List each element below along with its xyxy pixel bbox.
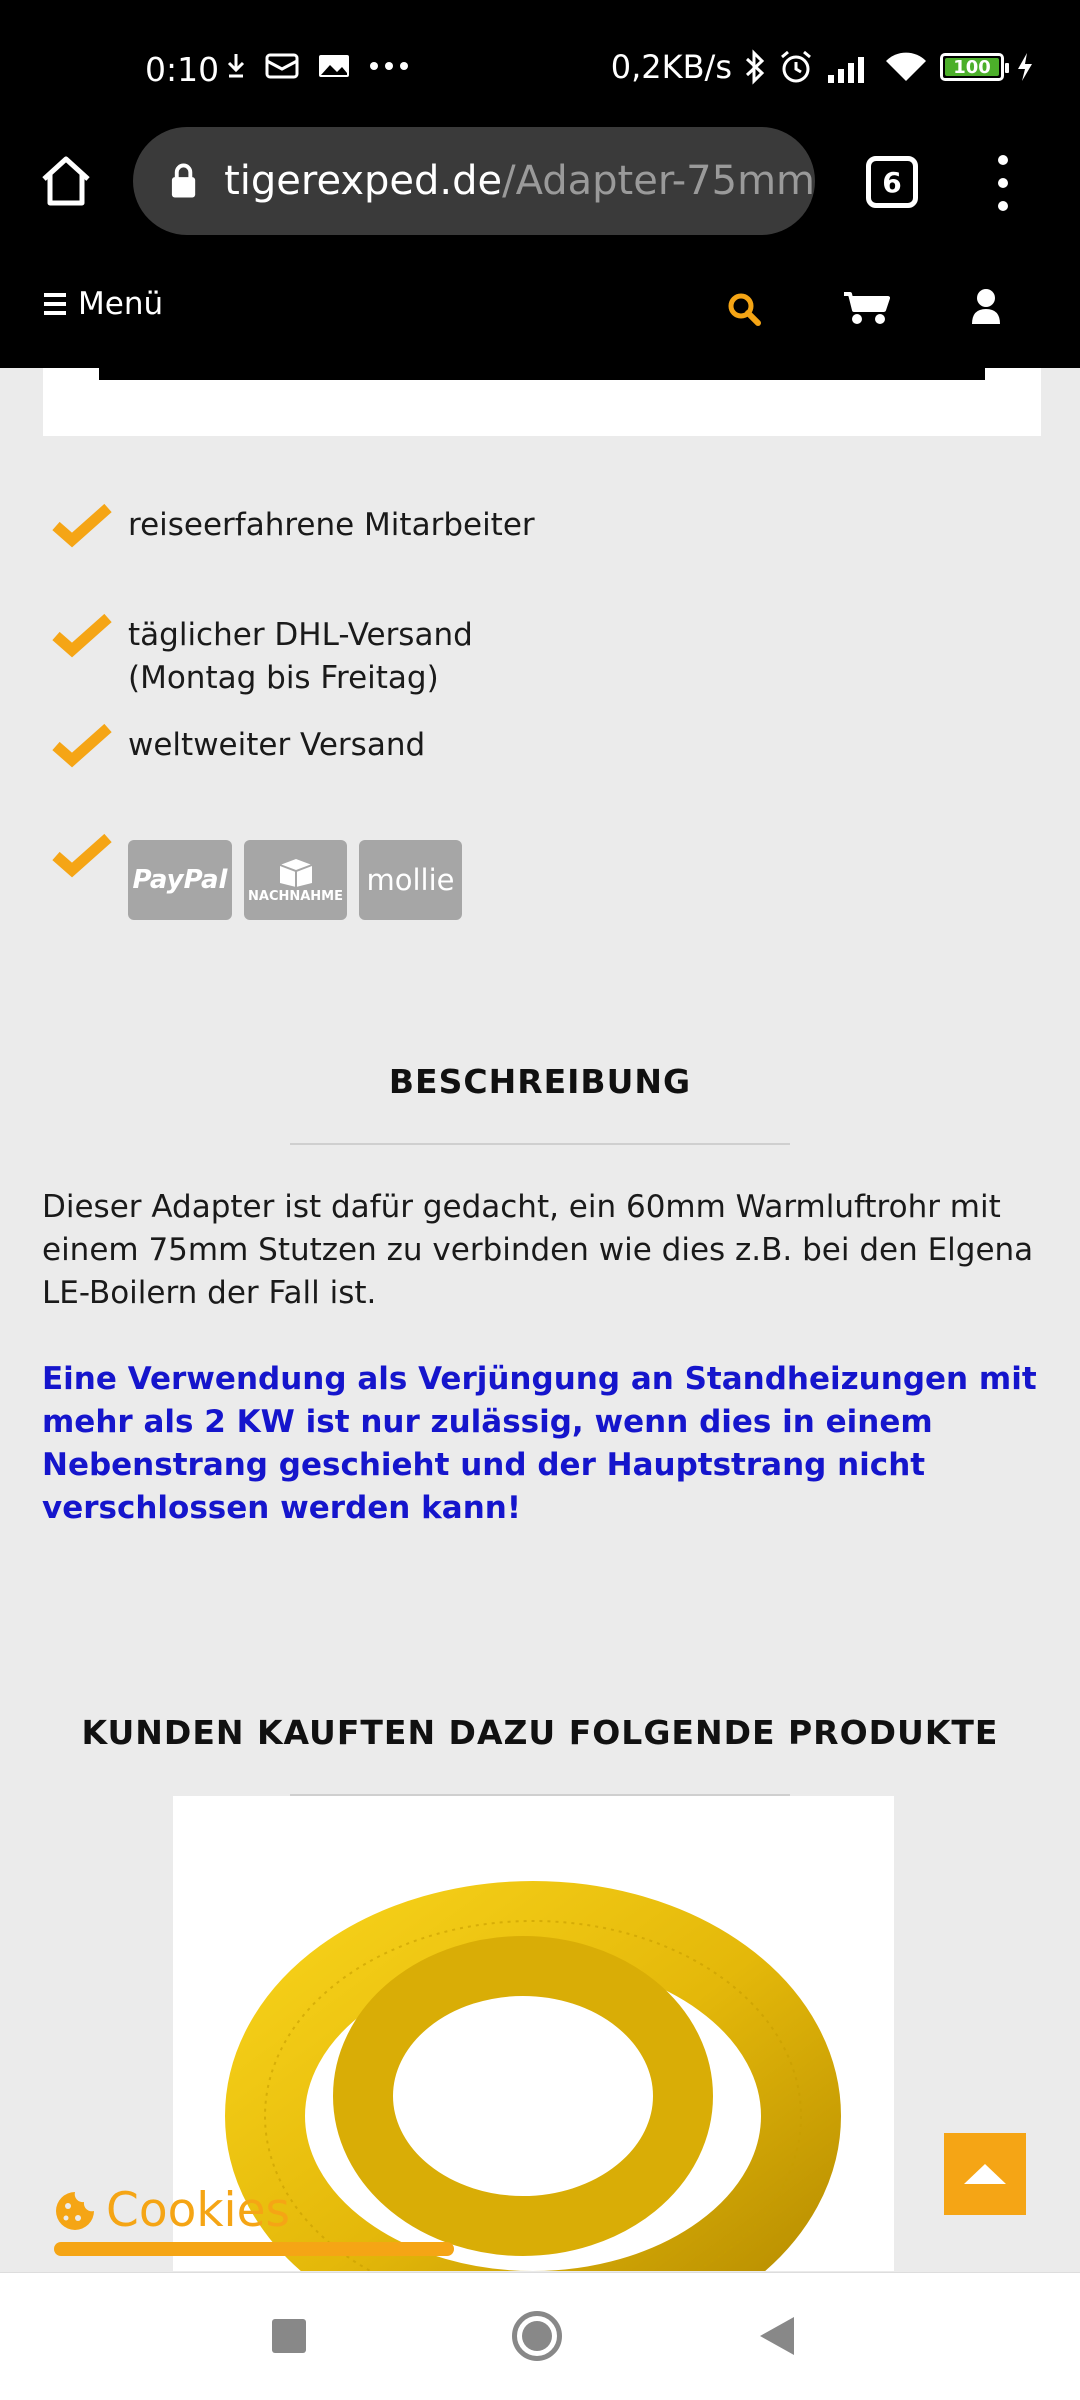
feature-text: reiseerfahrene Mitarbeiter xyxy=(128,507,535,543)
notification-icons xyxy=(225,52,409,80)
feature-item xyxy=(52,720,425,770)
description-heading: BESCHREIBUNG xyxy=(388,1062,692,1101)
paypal-logo: PayPal xyxy=(128,840,232,920)
hamburger-icon xyxy=(44,293,66,315)
feature-item xyxy=(52,830,112,880)
download-icon xyxy=(225,52,247,80)
network-speed: 0,2KB/s xyxy=(610,48,732,86)
wifi-icon xyxy=(884,51,928,83)
payment-methods xyxy=(128,840,462,920)
description-text: Dieser Adapter ist dafür gedacht, ein 60mm Warmluftrohr mit einem 75mm Stutzen zu verbinden wie dies z.B. bei den Elgena LE-Boilern der Fall ist. xyxy=(42,1189,1034,1311)
site-header xyxy=(0,240,1080,368)
alarm-icon xyxy=(778,49,814,85)
photo-mail-icon xyxy=(317,53,351,79)
cookies-label: Cookies xyxy=(106,2183,291,2238)
browser-toolbar xyxy=(0,125,1080,240)
back-button[interactable] xyxy=(760,2317,794,2355)
feature-line: (Montag bis Freitag) xyxy=(128,660,439,696)
url-text xyxy=(224,158,815,204)
home-button[interactable] xyxy=(512,2311,562,2361)
charging-icon xyxy=(1016,52,1034,82)
mail-icon xyxy=(265,53,299,79)
checkmark-icon xyxy=(52,610,112,660)
status-time: 0:10 xyxy=(145,50,220,89)
package-icon xyxy=(276,857,316,887)
more-dots-icon xyxy=(369,61,409,71)
address-bar[interactable] xyxy=(133,127,815,235)
nachnahme-label: NACHNAHME xyxy=(248,888,343,904)
feature-text: weltweiter Versand xyxy=(128,727,426,763)
divider xyxy=(290,1143,790,1145)
lock-icon xyxy=(169,161,198,201)
feature-item xyxy=(52,610,473,700)
tab-switcher-button[interactable]: 6 xyxy=(866,156,918,208)
checkmark-icon xyxy=(52,830,112,880)
battery-level: 100 xyxy=(953,56,991,78)
related-products-heading: KUNDEN KAUFTEN DAZU FOLGENDE PRODUKTE xyxy=(81,1713,999,1752)
mollie-logo: mollie xyxy=(359,840,462,920)
cookies-button[interactable] xyxy=(54,2183,290,2238)
system-navigation-bar xyxy=(0,2272,1080,2400)
url-host: tigerexped.de xyxy=(224,158,503,204)
status-right xyxy=(611,48,1034,86)
home-icon[interactable] xyxy=(36,151,96,211)
feature-line: täglicher DHL-Versand xyxy=(128,617,473,653)
checkmark-icon xyxy=(52,500,112,550)
cookies-underline xyxy=(54,2242,454,2256)
battery-icon xyxy=(940,53,1004,81)
nachnahme-logo xyxy=(244,840,347,920)
content-card-bottom xyxy=(43,368,1041,436)
checkmark-icon xyxy=(52,720,112,770)
arrow-up-icon xyxy=(962,2162,1008,2186)
bluetooth-icon xyxy=(744,49,766,85)
signal-icon xyxy=(826,51,872,83)
user-icon[interactable] xyxy=(970,288,1002,326)
feature-item xyxy=(52,500,535,550)
menu-button[interactable] xyxy=(44,286,163,322)
url-path: /Adapter-75mm xyxy=(502,158,815,204)
description-warning: Eine Verwendung als Verjüngung an Standheizungen mit mehr als 2 KW ist nur zulässig, wenn dies in einem Nebenstrang geschieht und der Hauptstrang nicht verschlossen werden kann! xyxy=(42,1361,1037,1526)
status-bar xyxy=(0,0,1080,125)
cart-icon[interactable] xyxy=(842,290,890,326)
recent-apps-button[interactable] xyxy=(272,2319,306,2353)
cookie-icon xyxy=(54,2190,96,2232)
scroll-to-top-button[interactable] xyxy=(944,2133,1026,2215)
feature-text xyxy=(128,614,473,700)
button-edge xyxy=(99,368,985,380)
browser-menu-icon[interactable] xyxy=(990,155,1016,211)
menu-label: Menü xyxy=(78,286,164,322)
search-icon[interactable] xyxy=(727,292,761,326)
